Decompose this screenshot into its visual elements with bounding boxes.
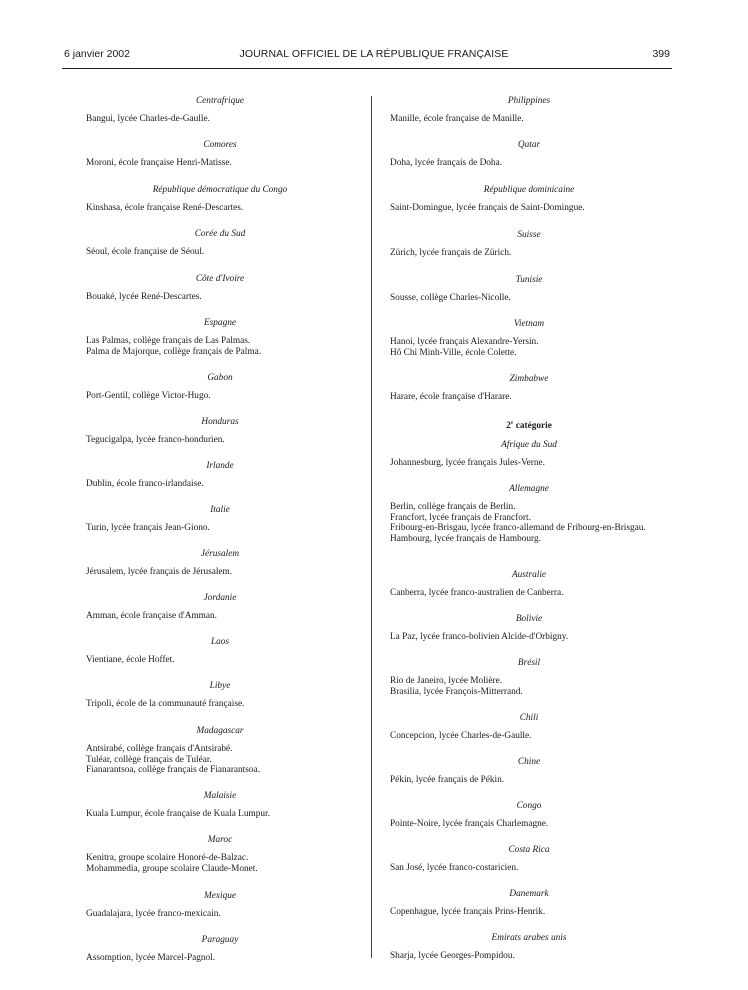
country-heading: Afrique du Sud [501, 440, 557, 450]
country-section [390, 713, 668, 742]
country-section [390, 275, 668, 304]
school-entry: La Paz, lycée franco-bolivien Alcide-d'Orbigny. [390, 632, 569, 642]
school-entry: Bangui, lycée Charles-de-Gaulle. [86, 114, 210, 124]
country-section [86, 417, 354, 446]
category-heading [390, 418, 668, 432]
country-heading: Corée du Sud [194, 229, 246, 239]
school-entry: Las Palmas, collège français de Las Palmas. [86, 336, 251, 346]
column-divider [371, 96, 372, 958]
country-section [86, 274, 354, 303]
country-heading: Qatar [517, 140, 541, 150]
country-heading: Espagne [203, 318, 237, 328]
school-entry: Copenhague, lycée français Prins-Henrik. [390, 907, 546, 917]
country-section [390, 230, 668, 259]
school-entry: Canberra, lycée franco-australien de Canberra. [390, 588, 564, 598]
country-heading: Jordanie [203, 593, 237, 603]
country-heading: Australie [511, 570, 547, 580]
country-heading: Paraguay [201, 935, 239, 945]
school-entry: Harare, école française d'Harare. [390, 392, 512, 402]
school-entry: Berlin, collège français de Berlin. [390, 502, 516, 512]
country-section [86, 593, 354, 622]
school-entry: Jérusalem, lycée français de Jérusalem. [86, 567, 233, 577]
country-section [390, 614, 668, 643]
school-entry: Séoul, école française de Séoul. [86, 247, 205, 257]
school-entry: Dublin, école franco-irlandaise. [86, 479, 204, 489]
country-heading: Comores [203, 140, 237, 150]
school-entry: Brasilia, lycée François-Mitterrand. [390, 686, 523, 697]
country-section [390, 484, 668, 544]
school-entry: Hô Chi Minh-Ville, école Colette. [390, 347, 517, 358]
country-section [390, 757, 668, 786]
country-section [86, 140, 354, 169]
header-date: 6 janvier 2002 [64, 48, 130, 60]
school-entry: Bouaké, lycée René-Descartes. [86, 292, 202, 302]
school-entry: Kenitra, groupe scolaire Honoré-de-Balzac. [86, 853, 249, 863]
country-heading: Maroc [207, 835, 233, 845]
school-entry: Mohammedia, groupe scolaire Claude-Monet. [86, 863, 258, 874]
country-heading: Costa Rica [508, 845, 550, 855]
page-header [0, 48, 748, 64]
country-heading: Malaisie [203, 791, 237, 801]
country-heading: Côte d'Ivoire [195, 274, 245, 284]
country-section [86, 835, 354, 874]
country-section [86, 461, 354, 490]
school-entry: Fribourg-en-Brisgau, lycée franco-allemand de Fribourg-en-Brisgau. [390, 523, 646, 533]
country-section [390, 658, 668, 697]
country-section [86, 637, 354, 666]
country-heading: Honduras [201, 417, 239, 427]
school-entry: Concepcion, lycée Charles-de-Gaulle. [390, 731, 532, 741]
country-section [390, 140, 668, 169]
country-section [86, 726, 354, 776]
school-entry: San José, lycée franco-costaricien. [390, 863, 519, 873]
country-heading: Brésil [517, 658, 541, 668]
country-heading: Chili [519, 713, 539, 723]
school-entry: Tuléar, collège français de Tuléar. [86, 754, 212, 765]
country-section [86, 318, 354, 357]
country-heading: République démocratique du Congo [152, 185, 288, 195]
country-section [86, 505, 354, 534]
country-section [86, 96, 354, 125]
country-section [86, 185, 354, 214]
school-entry: Saint-Domingue, lycée français de Saint-Domingue. [390, 203, 585, 213]
country-section [86, 935, 354, 964]
country-section [390, 319, 668, 358]
school-entry: Amman, école française d'Amman. [86, 611, 218, 621]
school-entry: Sousse, collège Charles-Nicolle. [390, 293, 511, 303]
country-section [86, 891, 354, 920]
school-entry: Pékin, lycée français de Pékin. [390, 775, 505, 785]
school-entry: Turin, lycée français Jean-Giono. [86, 523, 210, 533]
country-heading: Zimbabwe [509, 374, 549, 384]
school-entry: Palma de Majorque, collège français de Palma. [86, 346, 262, 357]
country-section [390, 845, 668, 874]
school-entry: Tegucigalpa, lycée franco-hondurien. [86, 435, 225, 445]
country-section [390, 933, 668, 962]
country-section [390, 96, 668, 125]
school-entry: Tripoli, école de la communauté française. [86, 699, 245, 709]
country-section [390, 801, 668, 830]
country-heading: Danemark [509, 889, 549, 899]
school-entry: Johannesburg, lycée français Jules-Verne. [390, 458, 545, 468]
country-heading: Italie [210, 505, 230, 515]
country-heading: Chine [517, 757, 541, 767]
country-heading: Libye [209, 681, 231, 691]
school-entry: Zürich, lycée français de Zürich. [390, 248, 512, 258]
country-heading: Madagascar [196, 726, 244, 736]
school-entry: Francfort, lycée français de Francfort. [390, 512, 531, 523]
page-number: 399 [652, 48, 670, 60]
school-entry: Fianarantsoa, collège français de Fianarantsoa. [86, 765, 260, 775]
school-entry: Moroni, école française Henri-Matisse. [86, 158, 232, 168]
country-section [86, 373, 354, 402]
country-heading: Emirats arabes unis [491, 933, 567, 943]
country-section [390, 185, 668, 214]
school-entry: Kinshasa, école française René-Descartes. [86, 203, 244, 213]
country-section [390, 570, 668, 599]
school-entry: Assomption, lycée Marcel-Pagnol. [86, 953, 216, 963]
school-entry: Hambourg, lycée français de Hambourg. [390, 533, 541, 544]
school-entry: Hanoi, lycée français Alexandre-Yersin. [390, 337, 539, 347]
category-number: 2 [506, 421, 511, 432]
school-entry: Manille, école française de Manille. [390, 114, 524, 124]
country-section [390, 440, 668, 469]
school-entry: Rio de Janeiro, lycée Molière. [390, 676, 503, 686]
country-heading: Gabon [207, 373, 233, 383]
category-superscript: e [510, 420, 514, 426]
country-heading: République dominicaine [483, 185, 575, 195]
country-heading: Philippines [507, 96, 551, 106]
school-entry: Doha, lycée français de Doha. [390, 158, 503, 168]
country-heading: Jérusalem [200, 549, 240, 559]
school-entry: Antsirabé, collège français d'Antsirabé. [86, 744, 233, 754]
school-entry: Pointe-Noire, lycée français Charlemagne. [390, 819, 549, 829]
category-label: catégorie [515, 421, 552, 432]
country-heading: Vietnam [513, 319, 545, 329]
country-heading: Bolivie [515, 614, 543, 624]
journal-title: JOURNAL OFFICIEL DE LA RÉPUBLIQUE FRANÇAISE [239, 48, 509, 60]
country-heading: Congo [516, 801, 542, 811]
school-entry: Port-Gentil, collège Victor-Hugo. [86, 391, 211, 401]
country-section [86, 549, 354, 578]
country-heading: Mexique [203, 891, 236, 901]
country-heading: Centrafrique [195, 96, 245, 106]
country-heading: Allemagne [509, 484, 549, 494]
country-heading: Laos [210, 637, 230, 647]
school-entry: Vientiane, école Hoffet. [86, 655, 175, 665]
country-heading: Irlande [206, 461, 234, 471]
country-heading: Tunisie [515, 275, 543, 285]
school-entry: Guadalajara, lycée franco-mexicain. [86, 909, 221, 919]
country-section [86, 681, 354, 710]
school-entry: Kuala Lumpur, école française de Kuala Lumpur. [86, 809, 270, 819]
school-entry: Sharja, lycée Georges-Pompidou. [390, 951, 515, 961]
header-rule [62, 68, 672, 69]
country-heading: Suisse [517, 230, 541, 240]
country-section [390, 374, 668, 403]
country-section [390, 418, 668, 436]
country-section [390, 889, 668, 918]
country-section [86, 791, 354, 820]
country-section [86, 229, 354, 258]
